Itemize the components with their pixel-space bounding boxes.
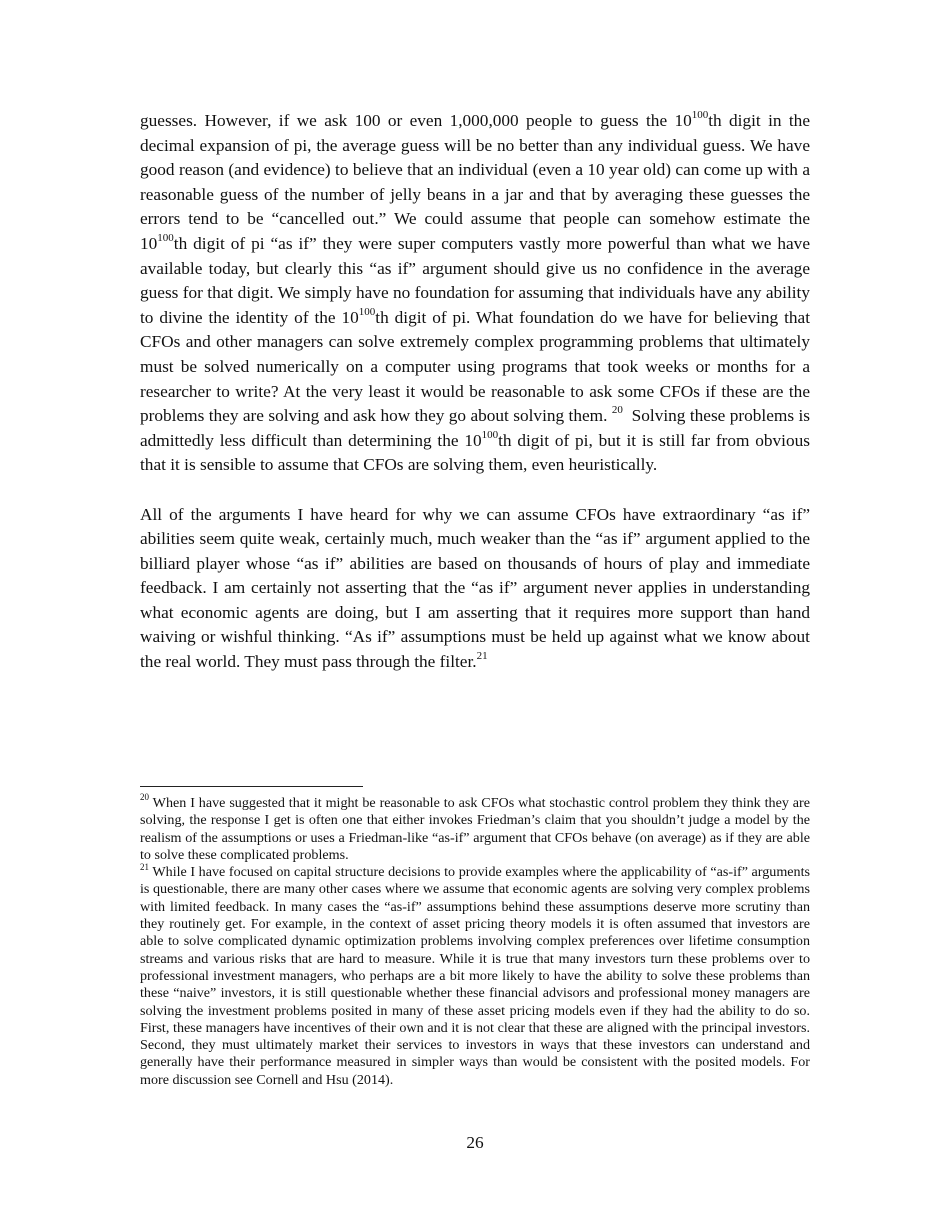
footnote-reference-21[interactable]: 21 bbox=[476, 650, 488, 663]
main-text bbox=[140, 109, 810, 675]
footnote-text: While I have focused on capital structure decisions to provide examples where the applicability of “as-if” arguments is questionable, there are many other cases where we assume that economic agents are solving very complex problems with limited feedback. In many cases the “as-if” assumptions behind these assumptions deserve more scrutiny than they routinely get. For example, in the context of asset pricing theory models it is often assumed that investors are able to solve complicated dynamic optimization problems involving complex preferences over lifetime consumption streams and various risks that are hard to measure. While it is true that many investors turn these problems over to professional investment managers, who perhaps are a bit more likely to have the ability to solve these problems than these “naive” investors, it is still questionable whether these financial advisors and professional money managers are solving the investment problems posited in many of these asset pricing models even if they had the ability to do so. First, these managers have incentives of their own and it is not clear that these are aligned with the principal investors. Second, they must ultimately market their services to investors in ways that these investors can understand and generally have their performance measured in simpler ways than would be consistent with the posited models. For more discussion see Cornell and Hsu (2014). bbox=[140, 864, 810, 1088]
superscript-exponent: 100 bbox=[691, 109, 709, 122]
paragraph-1-segment: th digit of pi, but it is still far from obvious that it is sensible to assume that CFOs are solving them, even heuristically. bbox=[140, 430, 810, 475]
superscript-exponent: 100 bbox=[157, 232, 174, 245]
footnote-21 bbox=[140, 861, 810, 1089]
paragraph-1-segment: guesses. However, if we ask 100 or even 1,000,000 people to guess the 10 bbox=[140, 111, 692, 130]
paragraph-1 bbox=[140, 109, 810, 478]
footnote-number: 21 bbox=[140, 861, 149, 872]
paragraph-2-text: All of the arguments I have heard for why we can assume CFOs have extraordinary “as if” abilities seem quite weak, certainly much, much weaker than the “as if” argument applied to the billiard player whose “as if” abilities are based on thousands of hours of play and immediate feedback. I am certainly not asserting that the “as if” argument never applies in understanding what economic agents are doing, but I am asserting that it requires more support than hand waiving or wishful thinking. “As if” assumptions must be held up against what we know about the real world. They must pass through the filter. bbox=[140, 504, 810, 672]
superscript-exponent: 100 bbox=[358, 305, 376, 318]
page-number: 26 bbox=[466, 1133, 484, 1152]
paragraph-1-segment: th digit of pi “as if” they were super computers vastly more powerful than what we have available today, but clearly this “as if” argument should give us no confidence in the average guess for that digit. We simply have no foundation for assuming that individuals have any ability to divine the identity of the 10 bbox=[140, 233, 810, 327]
footnote-number: 20 bbox=[140, 792, 149, 803]
footnote-reference-20[interactable]: 20 bbox=[611, 404, 623, 417]
footnote-20 bbox=[140, 792, 810, 864]
footnote-separator bbox=[140, 786, 363, 787]
footnotes bbox=[140, 792, 810, 1089]
paragraph-1-segment: th digit in the decimal expansion of pi, the average guess will be no better than any individual guess. We have good reason (and evidence) to believe that an individual (even a 10 year old) can come up with a reasonable guess of the number of jelly beans in a jar and that by averaging these guesses the errors tend to be “cancelled out.” We could assume that people can somehow estimate the 10 bbox=[140, 111, 810, 253]
paragraph-1-segment: th digit of pi. What foundation do we have for believing that CFOs and other managers can solve extremely complex programming problems that ultimately must be solved numerically on a computer using programs that took weeks or months for a researcher to write? At the very least it would be reasonable to ask some CFOs if these are the problems they are solving and ask how they go about solving them. bbox=[140, 307, 810, 426]
paragraph-1-segment: Solving these problems is admittedly less difficult than determining the 10 bbox=[140, 406, 810, 450]
superscript-exponent: 100 bbox=[481, 428, 499, 441]
footnote-text: When I have suggested that it might be reasonable to ask CFOs what stochastic control problem they think they are solving, the response I get is often one that either invokes Friedman’s claim that you shouldn’t judge a model by the realism of the assumptions or uses a Friedman-like “as-if” argument that CFOs behave (on average) as if they are able to solve these complicated problems. bbox=[140, 795, 810, 863]
paragraph-2 bbox=[140, 503, 810, 675]
